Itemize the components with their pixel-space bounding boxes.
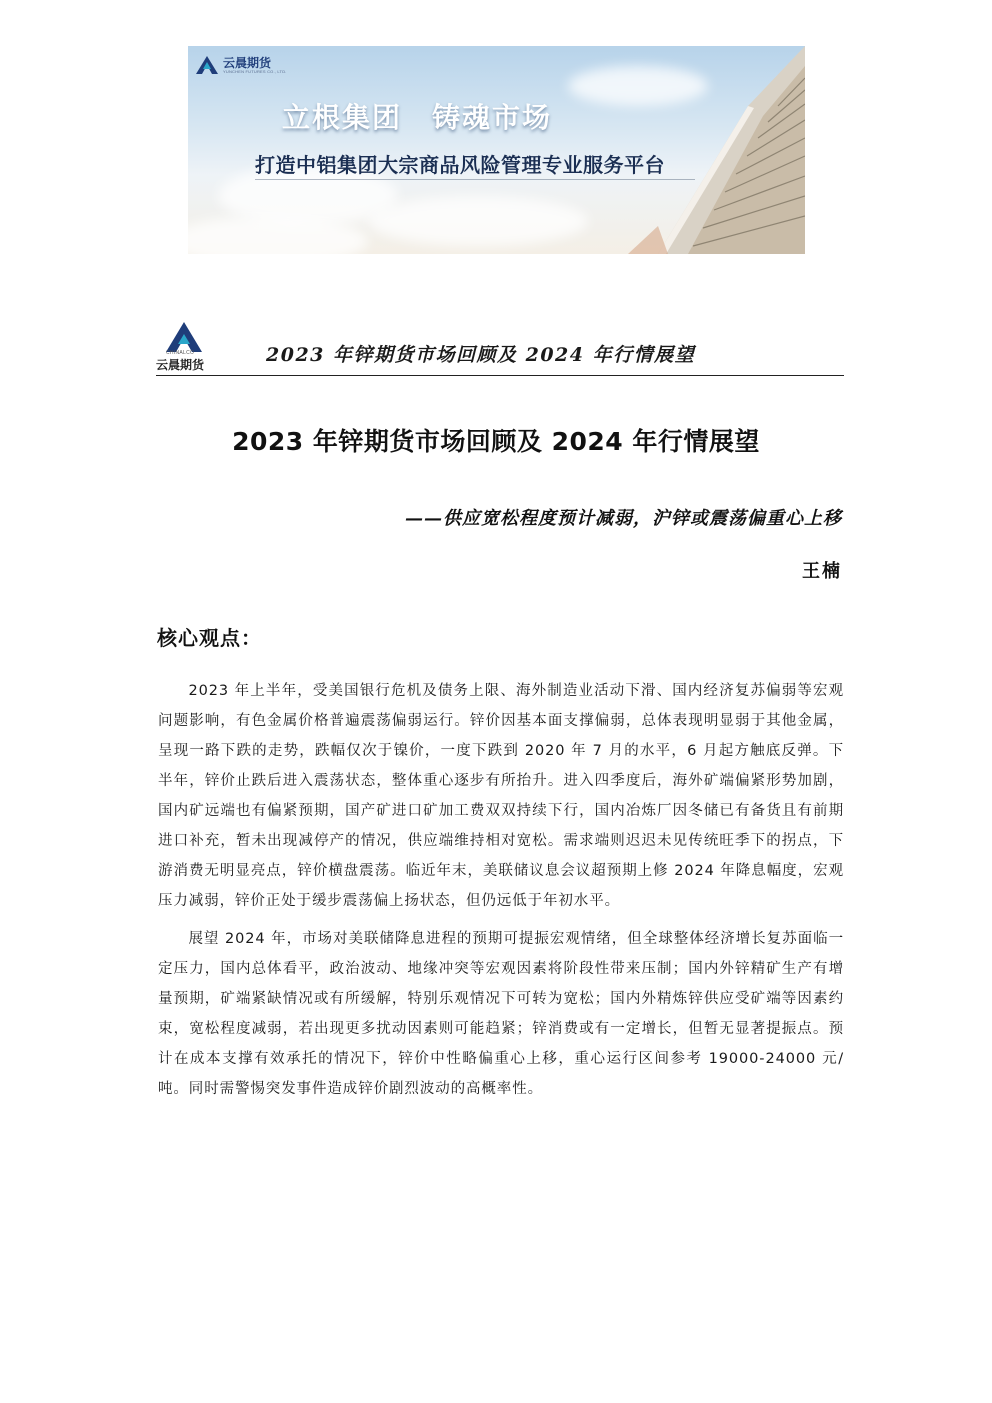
header-banner	[188, 46, 805, 254]
section-heading: 核心观点：	[157, 626, 262, 650]
header-divider	[156, 375, 844, 376]
banner-logo-name: 云晨期货	[223, 55, 272, 70]
article-title: 2023 年锌期货市场回顾及 2024 年行情展望	[232, 427, 760, 456]
running-title: 2023 年锌期货市场回顾及 2024 年行情展望	[266, 344, 696, 366]
header-logo-tagline: CHINALCO	[166, 350, 195, 356]
article-body	[158, 676, 844, 1104]
article-subtitle: ——供应宽松程度预计减弱，沪锌或震荡偏重心上移	[405, 508, 842, 529]
banner-divider	[255, 179, 695, 180]
header-logo-name: 云晨期货	[156, 358, 205, 372]
body-paragraph-2: 展望 2024 年，市场对美联储降息进程的预期可提振宏观情绪，但全球整体经济增长复苏面临一定压力，国内总体看平，政治波动、地缘冲突等宏观因素将阶段性带来压制；国内外锌精矿生产有增量预期，矿端紧缺情况或有所缓解，特别乐观情况下可转为宽松；国内外精炼锌供应受矿端等因素约束，宽松程度减弱，若出现更多扰动因素则可能趋紧；锌消费或有一定增长，但暂无显著提振点。预计在成本支撑有效承托的情况下，锌价中性略偏重心上移，重心运行区间参考 19000-24000 元/吨。同时需警惕突发事件造成锌价剧烈波动的高概率性。	[158, 931, 844, 1097]
article-author: 王楠	[802, 561, 842, 582]
banner-sub-slogan: 打造中铝集团大宗商品风险管理专业服务平台	[255, 153, 665, 177]
banner-slogan: 立根集团 铸魂市场	[281, 101, 552, 134]
banner-logo-subtitle: YUNCHEN FUTURES CO., LTD.	[223, 68, 287, 74]
company-logo-icon	[196, 56, 218, 74]
body-paragraph-1: 2023 年上半年，受美国银行危机及债务上限、海外制造业活动下滑、国内经济复苏偏弱等宏观问题影响，有色金属价格普遍震荡偏弱运行。锌价因基本面支撑偏弱，总体表现明显弱于其他金属，呈现一路下跌的走势，跌幅仅次于镍价，一度下跌到 2020 年 7 月的水平，6 月起方触底反弹。下半年，锌价止跌后进入震荡状态，整体重心逐步有所抬升。进入四季度后，海外矿端偏紧形势加剧，国内矿远端也有偏紧预期，国产矿进口矿加工费双双持续下行，国内冶炼厂因冬储已有备货且有前期进口补充，暂未出现减停产的情况，供应端维持相对宽松。需求端则迟迟未见传统旺季下的拐点，下游消费无明显亮点，锌价横盘震荡。临近年末，美联储议息会议超预期上修 2024 年降息幅度，宏观压力减弱，锌价正处于缓步震荡偏上扬状态，但仍远低于年初水平。	[158, 683, 844, 909]
banner-logo	[196, 56, 287, 74]
